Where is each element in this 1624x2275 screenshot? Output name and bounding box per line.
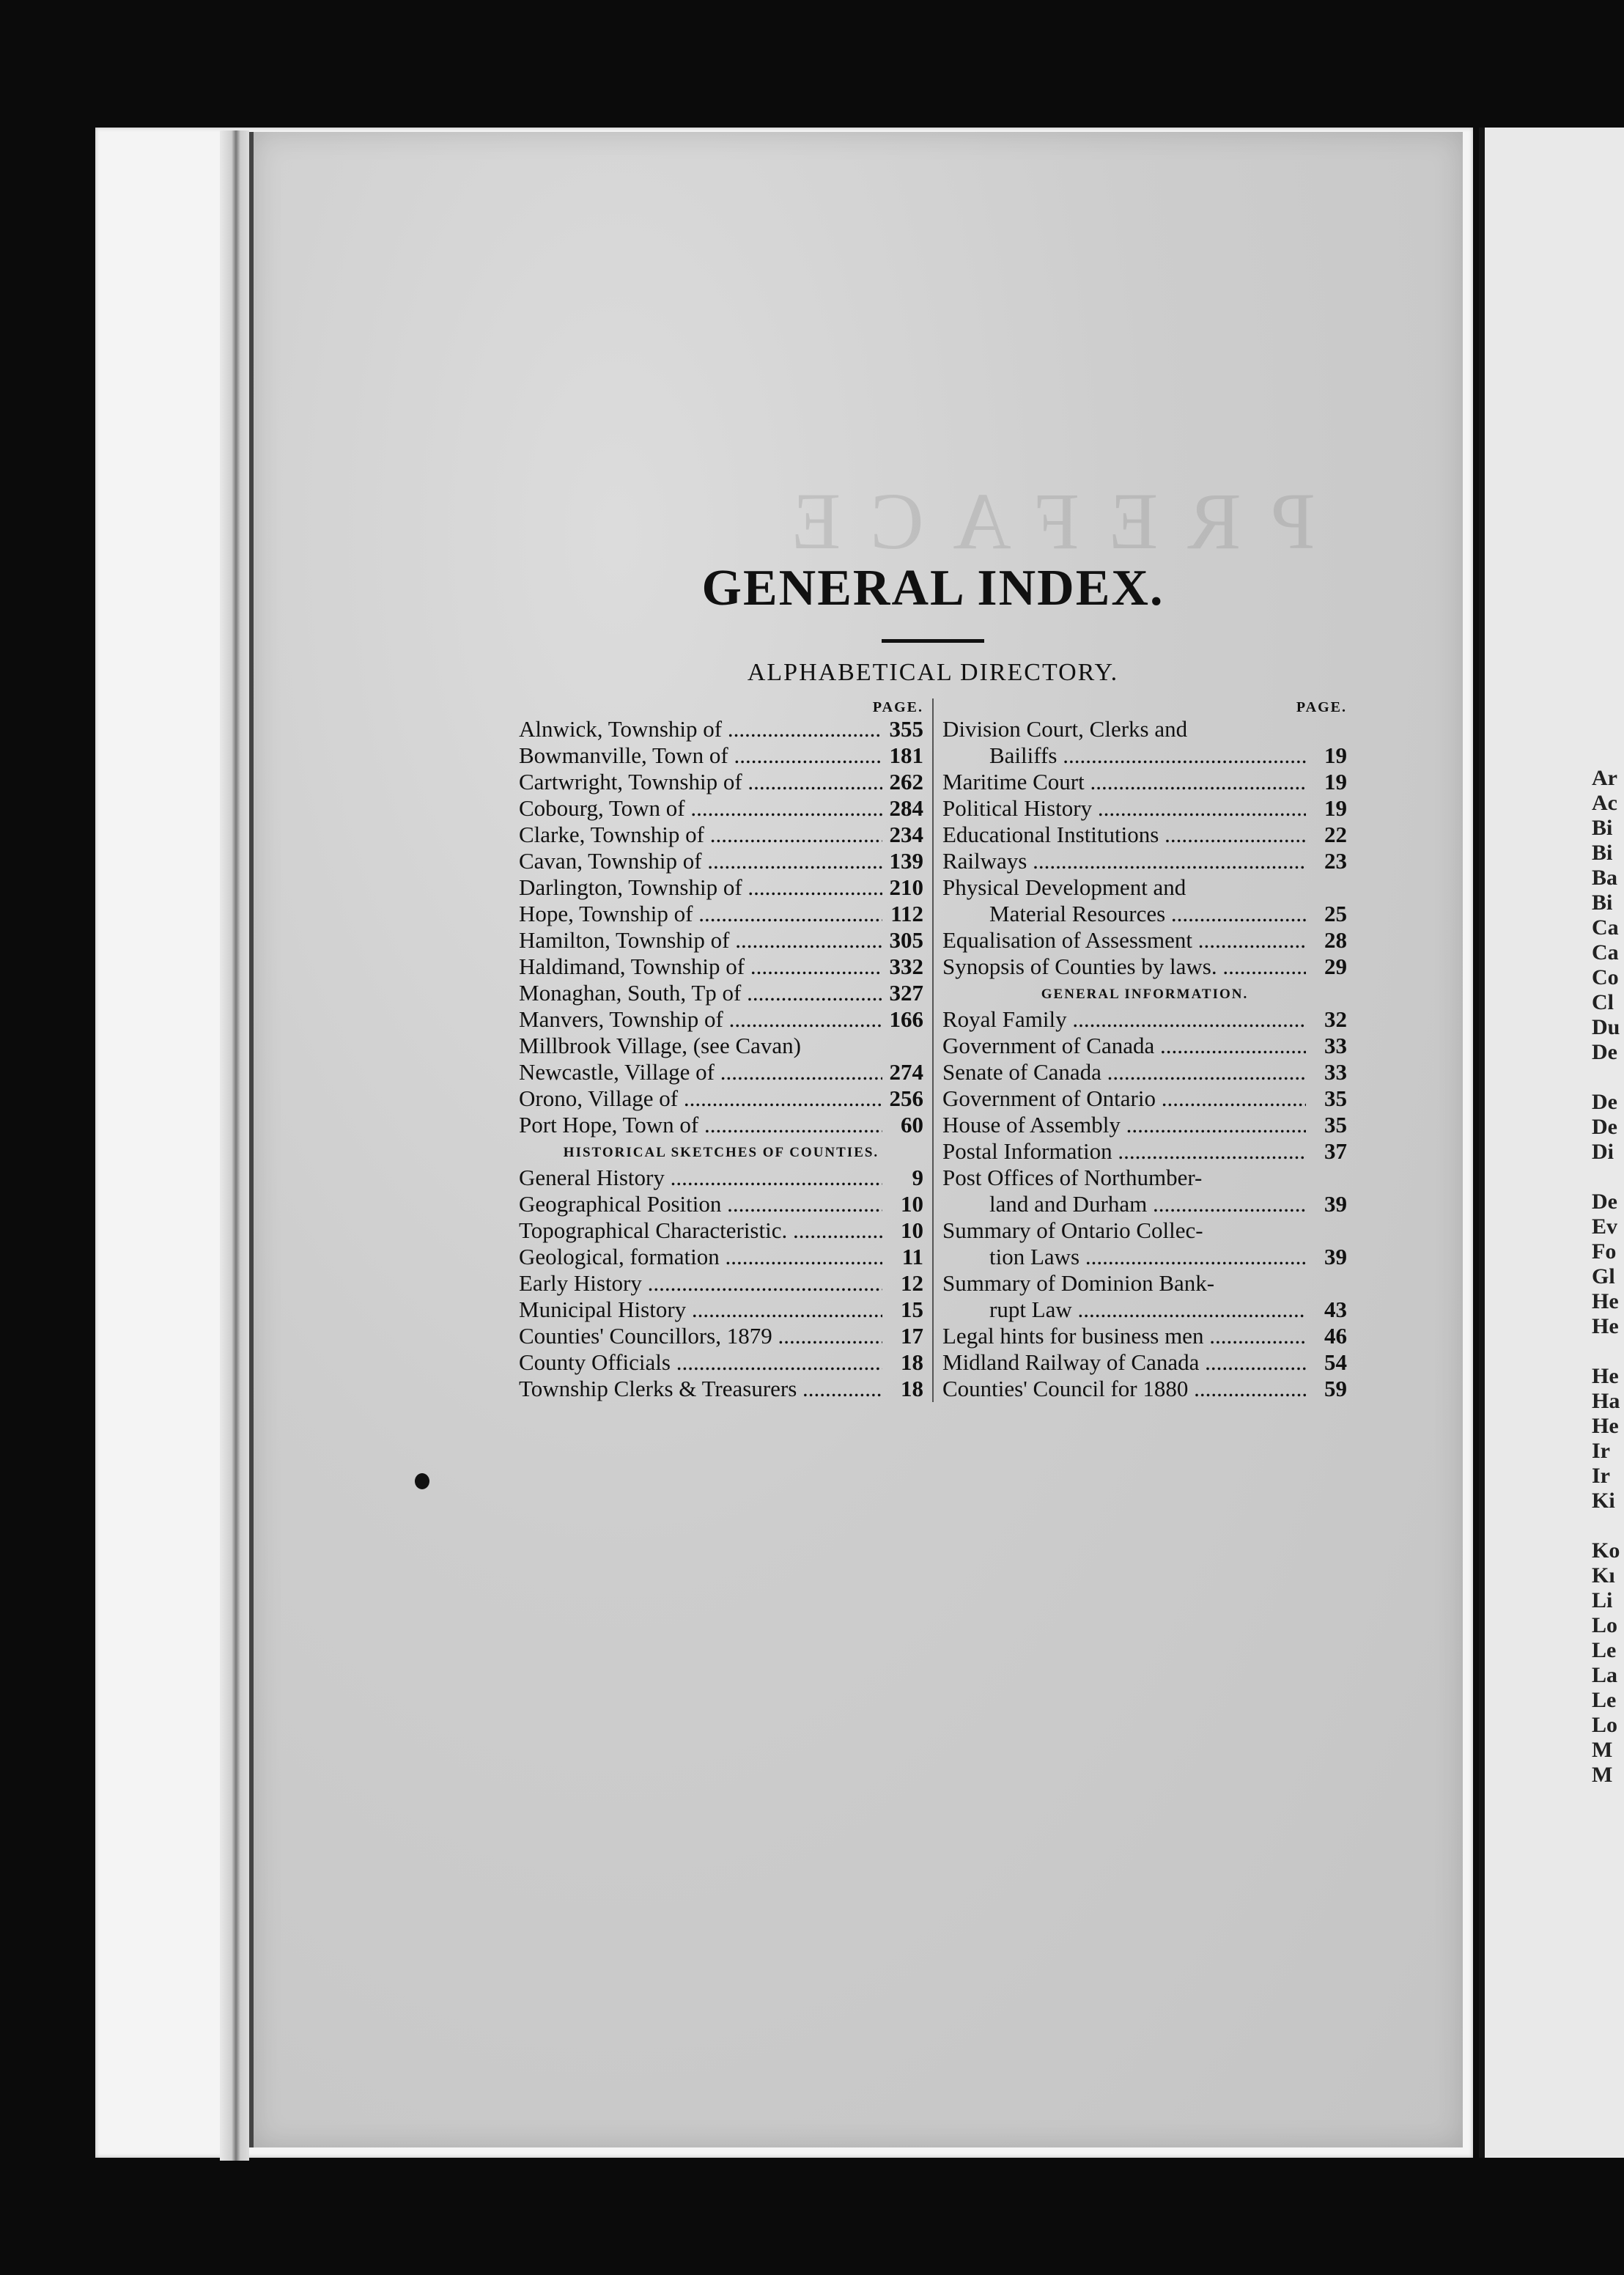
- entry-page-number: 10: [901, 1217, 923, 1243]
- index-entry: [942, 1006, 1347, 1033]
- index-entry: [942, 1165, 1347, 1191]
- entry-name: Port Hope, Town of .....: [519, 1112, 882, 1138]
- facing-page-letter: Ir: [1592, 1439, 1610, 1463]
- left-section-entries: [519, 1165, 923, 1402]
- entry-name: Topographical Characteristic. .....: [519, 1217, 882, 1244]
- entry-page-number: 181: [889, 742, 923, 768]
- index-entry: [942, 1138, 1347, 1165]
- entry-name: Monaghan, South, Tp of .....: [519, 980, 882, 1006]
- entry-name: Royal Family .....: [942, 1006, 1306, 1033]
- facing-page-letter: Ha: [1592, 1389, 1620, 1413]
- index-entry: [519, 716, 923, 742]
- entry-page-number: 22: [1324, 822, 1347, 847]
- entry-page-number: 112: [890, 901, 923, 926]
- index-entry: [942, 927, 1347, 954]
- entry-name: Railways .....: [942, 848, 1306, 874]
- right-section-entries: [942, 1006, 1347, 1402]
- index-entry: [942, 1217, 1347, 1244]
- entry-page-number: 11: [901, 1244, 923, 1269]
- facing-page-letter: Lo: [1592, 1613, 1618, 1637]
- facing-page-letter: [1592, 1339, 1620, 1364]
- entry-page-number: 17: [901, 1323, 923, 1349]
- entry-page-number: 256: [889, 1085, 923, 1111]
- facing-page-letter: De: [1592, 1190, 1617, 1214]
- entry-name: Darlington, Township of .....: [519, 874, 882, 901]
- facing-page-letter: Bi: [1592, 891, 1613, 915]
- index-entry: [519, 980, 923, 1006]
- facing-page-letter: Ki: [1592, 1489, 1615, 1513]
- entry-page-number: 355: [889, 716, 923, 742]
- entry-name: Senate of Canada .....: [942, 1059, 1306, 1085]
- entry-name: Early History .....: [519, 1270, 882, 1297]
- index-entry: [942, 1297, 1347, 1323]
- title-rule: [882, 639, 984, 643]
- entry-name: Counties' Councillors, 1879 .....: [519, 1323, 882, 1349]
- index-entry: [519, 1323, 923, 1349]
- entry-page-number: 19: [1324, 795, 1347, 821]
- entry-name: General History .....: [519, 1165, 882, 1191]
- entry-page-number: 46: [1324, 1323, 1347, 1349]
- entry-page-number: 210: [889, 874, 923, 900]
- left-column: [519, 698, 934, 1402]
- facing-page-letter: Li: [1592, 1588, 1613, 1612]
- index-entry: [942, 874, 1347, 901]
- index-entry: [942, 795, 1347, 822]
- facing-page-letter: Cl: [1592, 990, 1614, 1014]
- facing-page-letter: Ar: [1592, 766, 1617, 790]
- index-entry: [519, 1349, 923, 1376]
- facing-page-letter: Co: [1592, 965, 1619, 989]
- index-entry: [942, 769, 1347, 795]
- entry-page-number: 9: [912, 1165, 923, 1190]
- entry-name: Synopsis of Counties by laws. .....: [942, 954, 1306, 980]
- index-entry: [519, 822, 923, 848]
- facing-page-letter: [1592, 1165, 1620, 1190]
- entry-page-number: 43: [1324, 1297, 1347, 1322]
- facing-page-letter: He: [1592, 1414, 1619, 1438]
- entry-page-number: 332: [889, 954, 923, 979]
- facing-page-letter: De: [1592, 1115, 1617, 1139]
- entry-name: Legal hints for business men .....: [942, 1323, 1306, 1349]
- index-entry: [519, 848, 923, 874]
- entry-name: Division Court, Clerks and: [942, 716, 1188, 742]
- facing-page-letter: He: [1592, 1314, 1619, 1338]
- facing-page-letter: [1592, 1065, 1620, 1090]
- entry-page-number: 274: [889, 1059, 923, 1085]
- index-entry: [942, 1323, 1347, 1349]
- entry-name: Municipal History .....: [519, 1297, 882, 1323]
- entry-name: Bowmanville, Town of .....: [519, 742, 882, 769]
- index-entry: [519, 1244, 923, 1270]
- facing-page-letter: He: [1592, 1364, 1619, 1388]
- facing-page-letter: Gl: [1592, 1264, 1615, 1288]
- entry-page-number: 10: [901, 1191, 923, 1217]
- entry-name: Hope, Township of .....: [519, 901, 882, 927]
- index-entry: [942, 901, 1347, 927]
- entry-page-number: 19: [1324, 742, 1347, 768]
- facing-page-letters: [1592, 766, 1620, 1788]
- index-columns: [519, 698, 1347, 1402]
- section-heading-general-information: GENERAL INFORMATION.: [1041, 987, 1249, 1002]
- facing-page-letter: Le: [1592, 1638, 1617, 1662]
- index-entry: [519, 901, 923, 927]
- facing-page-letter: Ev: [1592, 1214, 1618, 1239]
- right-column: [934, 698, 1347, 1402]
- entry-page-number: 23: [1324, 848, 1347, 874]
- entry-name: Government of Canada .....: [942, 1033, 1306, 1059]
- entry-page-number: 54: [1324, 1349, 1347, 1375]
- facing-page-letter: M: [1592, 1763, 1613, 1787]
- index-entry: [942, 1085, 1347, 1112]
- index-entry: [519, 1191, 923, 1217]
- entry-page-number: 37: [1324, 1138, 1347, 1164]
- index-entry: [942, 716, 1347, 742]
- index-entry: [519, 742, 923, 769]
- facing-page-letter: Lo: [1592, 1713, 1618, 1737]
- index-entry: [942, 1033, 1347, 1059]
- entry-name: County Officials .....: [519, 1349, 882, 1376]
- facing-page-letter: Ba: [1592, 866, 1618, 890]
- entry-page-number: 139: [889, 848, 923, 874]
- entry-page-number: 284: [889, 795, 923, 821]
- facing-page-letter: Fo: [1592, 1239, 1617, 1264]
- entry-name: Manvers, Township of .....: [519, 1006, 882, 1033]
- index-entry: [942, 954, 1347, 980]
- facing-page-letter: Ko: [1592, 1538, 1620, 1563]
- entry-name: Midland Railway of Canada .....: [942, 1349, 1306, 1376]
- index-entry: [519, 1006, 923, 1033]
- facing-page-letter: Du: [1592, 1015, 1620, 1039]
- entry-page-number: 166: [889, 1006, 923, 1032]
- facing-page-letter: [1592, 1513, 1620, 1538]
- index-entry: [519, 1033, 923, 1059]
- entry-name: Material Resources .....: [942, 901, 1306, 927]
- facing-page-letter: De: [1592, 1040, 1617, 1064]
- entry-page-number: 28: [1324, 927, 1347, 953]
- entry-page-number: 18: [901, 1376, 923, 1401]
- entry-name: Government of Ontario .....: [942, 1085, 1306, 1112]
- index-entry: [519, 1297, 923, 1323]
- entry-page-number: 39: [1324, 1244, 1347, 1269]
- index-entry: [942, 1270, 1347, 1297]
- index-entry: [519, 1217, 923, 1244]
- facing-page-letter: He: [1592, 1289, 1619, 1313]
- entry-name: tion Laws .....: [942, 1244, 1306, 1270]
- entry-name: Physical Development and: [942, 874, 1186, 900]
- entry-page-number: 234: [889, 822, 923, 847]
- entry-name: rupt Law .....: [942, 1297, 1306, 1323]
- facing-page-letter: Ac: [1592, 791, 1617, 815]
- index-entry: [519, 927, 923, 954]
- entry-name: Cobourg, Town of .....: [519, 795, 882, 822]
- bleed-through-text: PREFACE: [762, 476, 1315, 566]
- entry-name: Hamilton, Township of .....: [519, 927, 882, 954]
- facing-page-letter: M: [1592, 1738, 1613, 1762]
- entry-name: Counties' Council for 1880 .....: [942, 1376, 1306, 1402]
- index-entry: [519, 1270, 923, 1297]
- section-heading-historical: HISTORICAL SKETCHES OF COUNTIES.: [563, 1145, 879, 1160]
- index-entry: [942, 848, 1347, 874]
- page-column-label: PAGE.: [872, 699, 923, 715]
- index-entry: [942, 1244, 1347, 1270]
- entry-page-number: 18: [901, 1349, 923, 1375]
- entry-name: Clarke, Township of .....: [519, 822, 882, 848]
- entry-name: Maritime Court .....: [942, 769, 1306, 795]
- index-entry: [519, 1085, 923, 1112]
- index-entry: [519, 795, 923, 822]
- entry-name: Post Offices of Northumber-: [942, 1165, 1203, 1190]
- entry-name: Educational Institutions .....: [942, 822, 1306, 848]
- facing-page-letter: Di: [1592, 1140, 1614, 1164]
- index-entry: [519, 1059, 923, 1085]
- index-entry: [519, 1165, 923, 1191]
- entry-page-number: 35: [1324, 1085, 1347, 1111]
- entry-name: Political History .....: [942, 795, 1306, 822]
- facing-page-letter: Ca: [1592, 915, 1619, 940]
- entry-name: Millbrook Village, (see Cavan): [519, 1033, 801, 1058]
- entry-name: Township Clerks & Treasurers .....: [519, 1376, 882, 1402]
- facing-page-letter: Ir: [1592, 1464, 1610, 1488]
- entry-page-number: 35: [1324, 1112, 1347, 1138]
- page-column-label: PAGE.: [1296, 699, 1347, 715]
- facing-page-letter: Ca: [1592, 940, 1619, 965]
- facing-page-letter: Bi: [1592, 816, 1613, 840]
- facing-page-letter: La: [1592, 1663, 1618, 1687]
- index-entry: [942, 1376, 1347, 1402]
- index-entry: [942, 822, 1347, 848]
- entry-name: Orono, Village of .....: [519, 1085, 882, 1112]
- page-title: GENERAL INDEX.: [701, 560, 1165, 616]
- entry-page-number: 262: [889, 769, 923, 794]
- ink-spot: [415, 1473, 429, 1489]
- index-entry: [942, 742, 1347, 769]
- entry-page-number: 305: [889, 927, 923, 953]
- entry-name: Summary of Dominion Bank-: [942, 1270, 1215, 1296]
- subtitle: ALPHABETICAL DIRECTORY.: [747, 659, 1119, 686]
- index-entry: [519, 954, 923, 980]
- entry-name: Summary of Ontario Collec-: [942, 1217, 1203, 1243]
- index-entry: [519, 874, 923, 901]
- entry-page-number: 15: [901, 1297, 923, 1322]
- facing-page-letter: Bi: [1592, 841, 1613, 865]
- entry-name: Postal Information .....: [942, 1138, 1306, 1165]
- entry-name: Cavan, Township of .....: [519, 848, 882, 874]
- entry-page-number: 25: [1324, 901, 1347, 926]
- entry-page-number: 33: [1324, 1059, 1347, 1085]
- entry-name: Alnwick, Township of .....: [519, 716, 882, 742]
- entry-name: land and Durham .....: [942, 1191, 1306, 1217]
- entry-page-number: 60: [901, 1112, 923, 1138]
- entry-page-number: 327: [889, 980, 923, 1006]
- entry-name: Bailiffs .....: [942, 742, 1306, 769]
- index-entry: [942, 1112, 1347, 1138]
- left-entries: [519, 716, 923, 1138]
- facing-page-letter: Le: [1592, 1688, 1617, 1712]
- index-entry: [942, 1059, 1347, 1085]
- entry-page-number: 39: [1324, 1191, 1347, 1217]
- page-edge: [220, 130, 249, 2161]
- entry-page-number: 33: [1324, 1033, 1347, 1058]
- facing-page-letter: Kı: [1592, 1563, 1615, 1588]
- index-entry: [942, 1191, 1347, 1217]
- entry-name: Equalisation of Assessment .....: [942, 927, 1306, 954]
- right-entries: [942, 716, 1347, 980]
- entry-page-number: 29: [1324, 954, 1347, 979]
- entry-page-number: 12: [901, 1270, 923, 1296]
- entry-page-number: 32: [1324, 1006, 1347, 1032]
- index-entry: [942, 1349, 1347, 1376]
- entry-page-number: 19: [1324, 769, 1347, 794]
- index-entry: [519, 769, 923, 795]
- index-entry: [519, 1112, 923, 1138]
- entry-page-number: 59: [1324, 1376, 1347, 1401]
- index-entry: [519, 1376, 923, 1402]
- entry-name: House of Assembly .....: [942, 1112, 1306, 1138]
- facing-page-letter: De: [1592, 1090, 1617, 1114]
- entry-name: Haldimand, Township of .....: [519, 954, 882, 980]
- entry-name: Cartwright, Township of .....: [519, 769, 882, 795]
- index-content: [519, 556, 1347, 1402]
- entry-name: Geological, formation .....: [519, 1244, 882, 1270]
- entry-name: Geographical Position .....: [519, 1191, 882, 1217]
- entry-name: Newcastle, Village of .....: [519, 1059, 882, 1085]
